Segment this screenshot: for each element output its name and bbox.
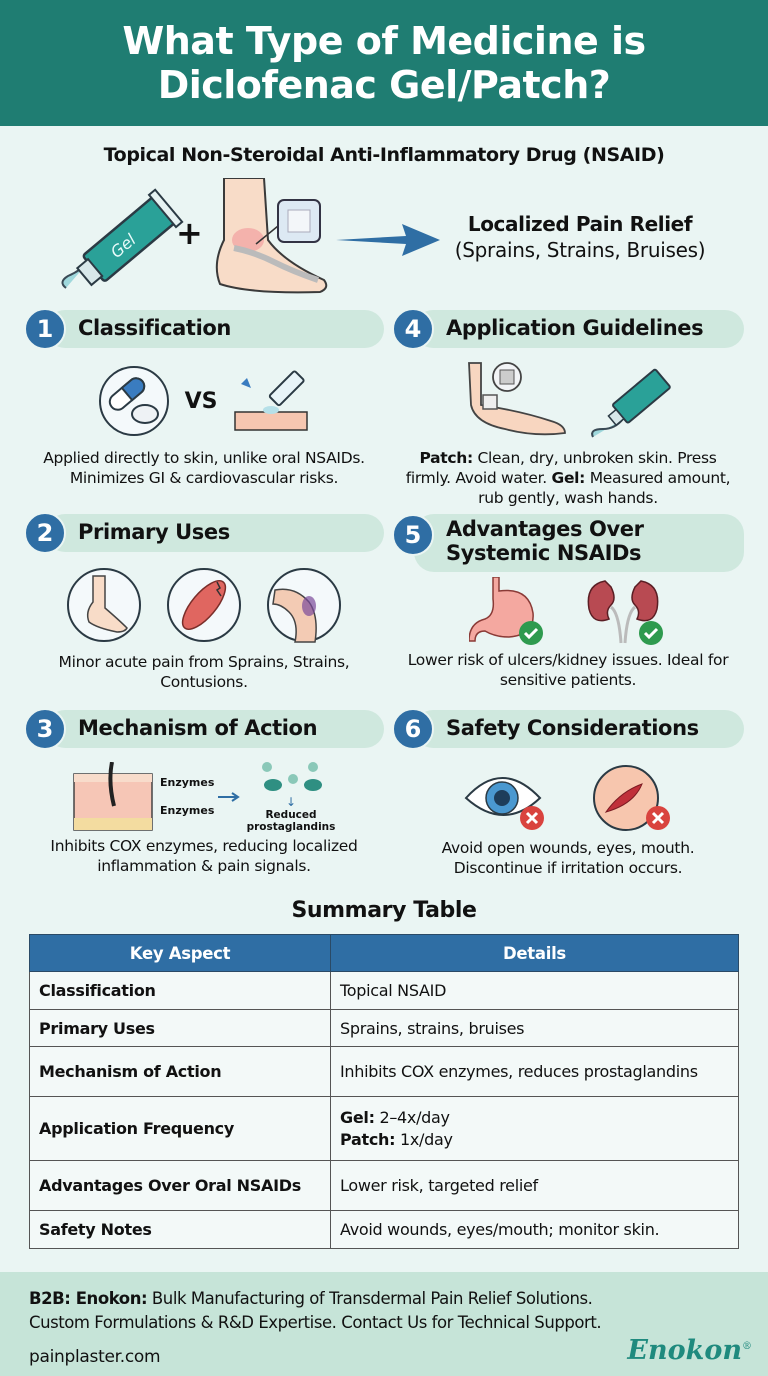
svg-text:Gel: Gel — [106, 230, 140, 262]
section-number: 2 — [24, 512, 66, 554]
table-row — [30, 1097, 739, 1161]
footer-b2b-line: B2B: Enokon: Bulk Manufacturing of Transdermal Pain Relief Solutions. — [29, 1289, 593, 1308]
section-title: Classification — [78, 316, 231, 340]
arrow-down-icon: ↓ — [285, 795, 297, 809]
row-aspect: Safety Notes — [30, 1211, 331, 1249]
bruised-knee-icon — [265, 566, 343, 644]
section-number: 5 — [392, 514, 434, 556]
section-number: 1 — [24, 308, 66, 350]
plus-icon: + — [176, 214, 203, 252]
reduced-label: Reduced prostaglandins — [246, 809, 336, 833]
footer — [0, 1272, 768, 1376]
table-row — [30, 1010, 739, 1047]
row-aspect: Classification — [30, 972, 331, 1010]
hero-illustration — [0, 178, 768, 298]
section-title: Mechanism of Action — [78, 716, 318, 740]
ankle-with-patch-icon — [208, 178, 338, 296]
gel-tube-icon — [585, 361, 675, 441]
sprained-ankle-icon — [65, 566, 143, 644]
subtitle: Topical Non-Steroidal Anti-Inflammatory Drug (NSAID) — [103, 144, 665, 166]
section-text: Avoid open wounds, eyes, mouth. Discontinue if irritation occurs. — [441, 839, 695, 877]
gel-tube-icon — [56, 184, 186, 296]
section-classification — [24, 308, 384, 488]
section-number: 4 — [392, 308, 434, 350]
section-application-guidelines — [392, 308, 744, 508]
page-title: What Type of Medicine is Diclofenac Gel/Patch? — [122, 19, 646, 107]
section-advantages — [392, 512, 744, 690]
result-title: Localized Pain Relief — [467, 212, 693, 236]
skin-layers-icon — [72, 762, 156, 832]
row-aspect: Application Frequency — [30, 1097, 331, 1161]
hero-result — [440, 212, 720, 262]
row-details: Inhibits COX enzymes, reduces prostaglandins — [331, 1047, 739, 1097]
section-number: 3 — [24, 708, 66, 750]
vs-label: VS — [184, 388, 218, 414]
row-details: Avoid wounds, eyes/mouth; monitor skin. — [331, 1211, 739, 1249]
table-row — [30, 1047, 739, 1097]
section-title: Primary Uses — [78, 520, 230, 544]
table-row — [30, 1211, 739, 1249]
section-primary-uses — [24, 512, 384, 692]
table-row — [30, 972, 739, 1010]
arrow-right-icon — [336, 220, 440, 260]
prostaglandin-molecules-icon — [259, 761, 323, 795]
stomach-check-icon — [469, 577, 549, 647]
header-banner — [0, 0, 768, 126]
website-link[interactable]: painplaster.com — [29, 1347, 161, 1367]
row-details: Sprains, strains, bruises — [331, 1010, 739, 1047]
section-text: Inhibits COX enzymes, reducing localized inflammation & pain signals. — [50, 837, 358, 875]
section-title: Safety Considerations — [446, 716, 699, 740]
eye-cross-icon — [462, 766, 548, 832]
brand-logo: Enokon® — [627, 1335, 752, 1366]
enzymes-label: Enzymes — [160, 804, 215, 817]
summary-table-title: Summary Table — [291, 898, 477, 923]
section-title: Advantages Over Systemic NSAIDs — [446, 517, 644, 565]
row-aspect: Advantages Over Oral NSAIDs — [30, 1161, 331, 1211]
footer-line-2: Custom Formulations & R&D Expertise. Contact Us for Technical Support. — [29, 1313, 602, 1332]
row-details: Lower risk, targeted relief — [331, 1161, 739, 1211]
section-text: Patch: Clean, dry, unbroken skin. Press firmly. Avoid water. Gel: Measured amount, rub gently, wash hands. — [405, 449, 731, 507]
row-details: Topical NSAID — [331, 972, 739, 1010]
row-details: Gel: 2–4x/day Patch: 1x/day — [331, 1097, 739, 1161]
section-text: Lower risk of ulcers/kidney issues. Ideal for sensitive patients. — [407, 651, 729, 689]
section-text: Minor acute pain from Sprains, Strains, Contusions. — [58, 653, 350, 691]
arrow-right-icon — [218, 791, 242, 803]
gel-on-skin-icon — [231, 364, 311, 438]
section-number: 6 — [392, 708, 434, 750]
arm-with-patch-icon — [461, 361, 571, 441]
section-text: Applied directly to skin, unlike oral NSAIDs. Minimizes GI & cardiovascular risks. — [43, 449, 365, 487]
section-title: Application Guidelines — [446, 316, 704, 340]
table-row — [30, 1161, 739, 1211]
table-header-row — [30, 935, 739, 972]
wound-cross-icon — [588, 764, 674, 834]
summary-table — [29, 934, 739, 1249]
section-safety — [392, 708, 744, 878]
column-header-key-aspect: Key Aspect — [30, 935, 331, 972]
pill-capsule-icon — [97, 364, 171, 438]
row-aspect: Primary Uses — [30, 1010, 331, 1047]
column-header-details: Details — [331, 935, 739, 972]
row-aspect: Mechanism of Action — [30, 1047, 331, 1097]
enzymes-label: Enzymes — [160, 776, 215, 789]
result-detail: (Sprains, Strains, Bruises) — [454, 238, 706, 262]
kidneys-check-icon — [585, 577, 667, 647]
section-mechanism — [24, 708, 384, 876]
strained-muscle-icon — [165, 566, 243, 644]
